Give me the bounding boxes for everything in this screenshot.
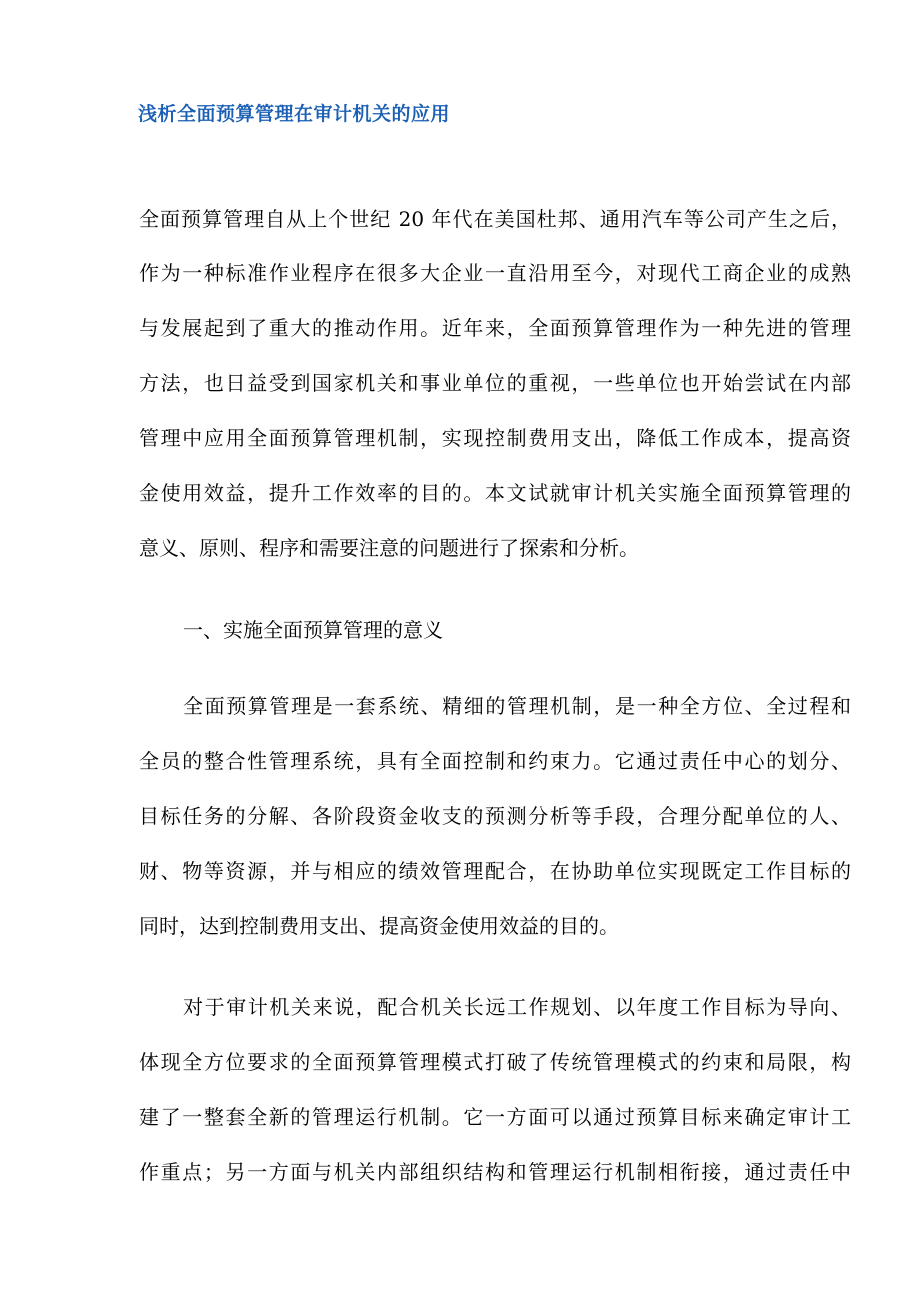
paragraph-1-line-7: 意义、原则、程序和需要注意的问题进行了探索和分析。 <box>139 536 639 560</box>
paragraph-3-line-3: 建了一整套全新的管理运行机制。它一方面可以通过预算目标来确定审计工 <box>139 1105 851 1129</box>
paragraph-1-line-5: 管理中应用全面预算管理机制，实现控制费用支出，降低工作成本，提高资 <box>139 426 851 450</box>
paragraph-2-line-5: 同时，达到控制费用支出、提高资金使用效益的目的。 <box>139 914 619 938</box>
paragraph-3-line-1: 对于审计机关来说，配合机关长远工作规划、以年度工作目标为导向、 <box>183 995 851 1019</box>
paragraph-1-line-2: 作为一种标准作业程序在很多大企业一直沿用至今，对现代工商企业的成熟 <box>139 261 851 285</box>
paragraph-3-line-4: 作重点；另一方面与机关内部组织结构和管理运行机制相衔接，通过责任中 <box>139 1160 851 1184</box>
paragraph-1-line-4: 方法，也日益受到国家机关和事业单位的重视，一些单位也开始尝试在内部 <box>139 371 851 395</box>
section-heading-1: 一、实施全面预算管理的意义 <box>183 618 443 642</box>
paragraph-1-line-3: 与发展起到了重大的推动作用。近年来，全面预算管理作为一种先进的管理 <box>139 316 851 340</box>
paragraph-2-line-1: 全面预算管理是一套系统、精细的管理机制，是一种全方位、全过程和 <box>183 694 851 718</box>
paragraph-3-line-2: 体现全方位要求的全面预算管理模式打破了传统管理模式的约束和局限，构 <box>139 1050 851 1074</box>
paragraph-1-line-1: 全面预算管理自从上个世纪 20 年代在美国杜邦、通用汽车等公司产生之后， <box>139 207 851 231</box>
paragraph-2-line-4: 财、物等资源，并与相应的绩效管理配合，在协助单位实现既定工作目标的 <box>139 859 851 883</box>
paragraph-2-line-3: 目标任务的分解、各阶段资金收支的预测分析等手段，合理分配单位的人、 <box>139 804 851 828</box>
document-title: 浅析全面预算管理在审计机关的应用 <box>138 103 451 125</box>
paragraph-2-line-2: 全员的整合性管理系统，具有全面控制和约束力。它通过责任中心的划分、 <box>139 749 851 773</box>
paragraph-1-line-6: 金使用效益，提升工作效率的目的。本文试就审计机关实施全面预算管理的 <box>139 481 851 505</box>
